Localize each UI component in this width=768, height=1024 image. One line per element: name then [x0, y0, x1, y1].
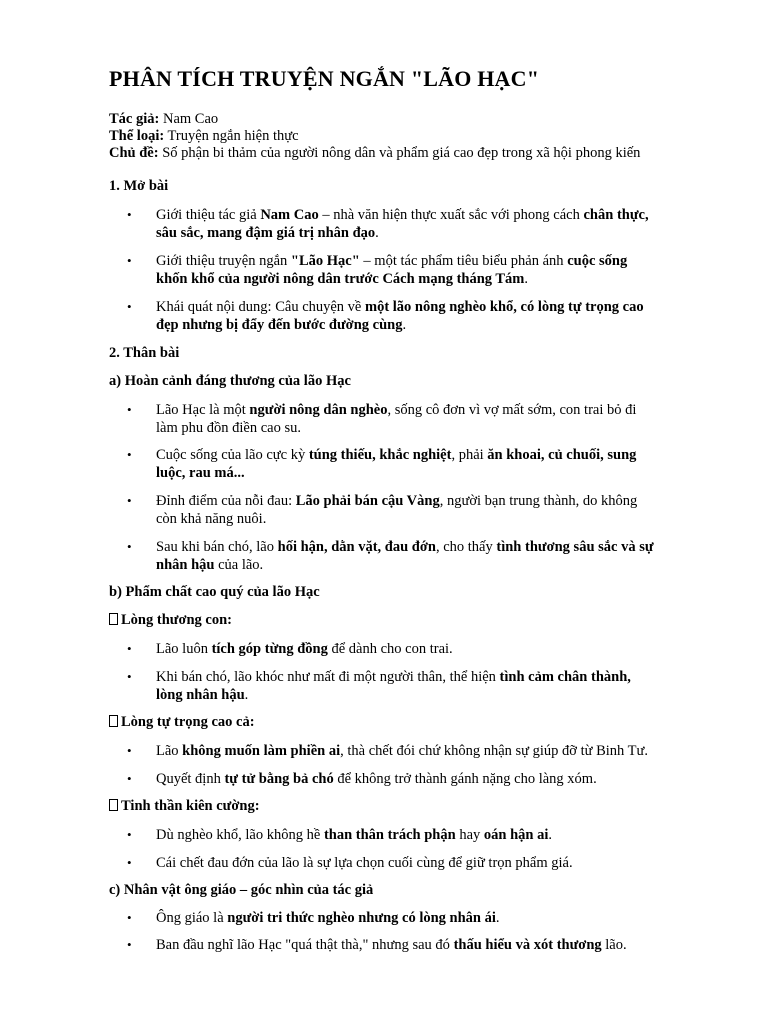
text-run: .	[244, 687, 249, 703]
text-run: Ban đầu nghĩ lão Hạc "quá thật thà," nhưng sau đó	[156, 937, 454, 953]
topic-heading-strength	[109, 798, 260, 815]
bullet-icon: •	[127, 641, 132, 656]
bold-run: tình cảm chân thành,	[499, 669, 631, 685]
missing-glyph-box-icon	[109, 799, 118, 811]
bullet-icon: •	[127, 539, 132, 554]
text-run: , người bạn trung thành, do không	[439, 493, 638, 509]
text-run: để không trở thành gánh nặng cho làng xóm.	[333, 771, 597, 787]
text-run: Sau khi bán chó, lão	[156, 539, 278, 555]
text-run: .	[375, 225, 379, 241]
list-item-text	[156, 446, 691, 482]
topic-heading-pride	[109, 714, 255, 731]
list-item-text	[156, 742, 691, 760]
bold-run: nhân hậu	[156, 557, 215, 573]
text-run: , phải	[451, 447, 488, 463]
list-item-text	[156, 538, 691, 574]
text-run: Lão Hạc là một	[156, 402, 250, 418]
list-item-text	[156, 668, 691, 704]
bold-run: thấu hiểu và xót thương	[453, 937, 602, 953]
bullet-icon: •	[127, 743, 132, 758]
bold-run: lòng nhân hậu	[156, 687, 245, 703]
bold-run: "Lão Hạc"	[290, 253, 360, 269]
page-title: PHÂN TÍCH TRUYỆN NGẮN "LÃO HẠC"	[109, 66, 540, 91]
bold-run: một lão nông nghèo khổ, có lòng tự trọng cao	[365, 299, 644, 315]
text-run: Cuộc sống của lão cực kỳ	[156, 447, 309, 463]
list-item-text	[156, 298, 691, 334]
bullet-icon: •	[127, 771, 132, 786]
text-run: .	[548, 827, 552, 843]
topic-heading-text: Lòng tự trọng cao cả:	[121, 714, 255, 730]
bold-run: đẹp nhưng bị đẩy đến bước đường cùng	[156, 317, 403, 333]
topic-heading-text: Lòng thương con:	[121, 612, 233, 628]
bullet-icon: •	[127, 253, 132, 268]
bold-run: tích góp từng đồng	[211, 641, 328, 657]
list-item-text	[156, 401, 691, 437]
bullet-icon: •	[127, 827, 132, 842]
text-run: Quyết định	[156, 771, 225, 787]
meta-value: Số phận bi thảm của người nông dân và phẩm giá cao đẹp trong xã hội phong kiến	[158, 145, 641, 161]
topic-heading-text: Tinh thần kiên cường:	[121, 798, 260, 814]
meta-value: Nam Cao	[159, 111, 219, 127]
list-item-text	[156, 936, 691, 954]
text-run: Lão	[156, 743, 183, 759]
bold-run: hối hận, dằn vặt, đau đớn	[277, 539, 436, 555]
list-item-text	[156, 252, 691, 288]
section-heading-body: 2. Thân bài	[109, 345, 180, 361]
text-run: làm phu đồn điền cao su.	[156, 420, 301, 436]
bold-run: than thân trách phận	[323, 827, 456, 843]
text-run: – một tác phẩm tiêu biểu phản ánh	[359, 253, 568, 269]
bold-run: Lão phải bán cậu Vàng	[295, 493, 440, 509]
text-run: – nhà văn hiện thực xuất sắc với phong cách	[318, 207, 584, 223]
bold-run: người tri thức nghèo nhưng có lòng nhân ái	[227, 910, 496, 926]
bold-run: túng thiếu, khắc nghiệt	[308, 447, 452, 463]
bullet-icon: •	[127, 402, 132, 417]
bullet-icon: •	[127, 937, 132, 952]
text-run: để dành cho con trai.	[327, 641, 453, 657]
bold-run: người nông dân nghèo	[249, 402, 388, 418]
text-run: , cho thấy	[435, 539, 497, 555]
bold-run: chân thực,	[583, 207, 649, 223]
text-run: .	[495, 910, 500, 926]
text-run: .	[524, 271, 529, 287]
text-run: , sống cô đơn vì vợ mất sớm, con trai bỏ đi	[387, 402, 637, 418]
list-item-text	[156, 206, 691, 242]
bullet-icon: •	[127, 207, 132, 222]
list-item-text	[156, 492, 691, 528]
text-run: Giới thiệu tác giả	[156, 207, 261, 223]
document-meta	[109, 111, 640, 162]
text-run: Đỉnh điểm của nỗi đau:	[156, 493, 296, 509]
bullet-icon: •	[127, 669, 132, 684]
text-run: Lão luôn	[156, 641, 212, 657]
meta-genre	[109, 128, 640, 145]
section-heading-intro: 1. Mở bài	[109, 178, 169, 194]
meta-theme	[109, 145, 640, 162]
bold-run: Nam Cao	[260, 207, 319, 223]
bullet-icon: •	[127, 299, 132, 314]
text-run: Khái quát nội dung: Câu chuyện về	[156, 299, 365, 315]
bold-run: ăn khoai, củ chuối, sung	[487, 447, 637, 463]
list-item-text	[156, 854, 691, 872]
text-run: còn khả năng nuôi.	[156, 511, 267, 527]
text-run: lão.	[601, 937, 627, 953]
subsection-heading-c: c) Nhân vật ông giáo – góc nhìn của tác giả	[109, 882, 374, 898]
bold-run: khốn khổ của người nông dân trước Cách mạng tháng Tám	[156, 271, 525, 287]
subsection-heading-b: b) Phẩm chất cao quý của lão Hạc	[109, 584, 320, 600]
bullet-icon: •	[127, 447, 132, 462]
bold-run: tình thương sâu sắc và sự	[496, 539, 654, 555]
bold-run: luộc, rau má...	[156, 465, 245, 481]
bullet-icon: •	[127, 910, 132, 925]
list-item-text	[156, 770, 691, 788]
bullet-icon: •	[127, 855, 132, 870]
text-run: Cái chết đau đớn của lão là sự lựa chọn cuối cùng để giữ trọn phẩm giá.	[156, 855, 573, 871]
meta-label: Tác giả:	[109, 111, 160, 127]
bold-run: oán hận ai	[483, 827, 549, 843]
meta-label: Chủ đề:	[109, 145, 159, 161]
bold-run: không muốn làm phiền ai	[182, 743, 341, 759]
meta-label: Thể loại:	[109, 128, 165, 144]
text-run: Khi bán chó, lão khóc như mất đi một người thân, thể hiện	[156, 669, 500, 685]
bold-run: sâu sắc, mang đậm giá trị nhân đạo	[156, 225, 376, 241]
list-item-text	[156, 909, 691, 927]
bullet-icon: •	[127, 493, 132, 508]
text-run: của lão.	[214, 557, 264, 573]
text-run: .	[402, 317, 407, 333]
bold-run: tự tử bằng bả chó	[224, 771, 334, 787]
text-run: Giới thiệu truyện ngắn	[156, 253, 291, 269]
text-run: Dù nghèo khổ, lão không hề	[156, 827, 324, 843]
text-run: Ông giáo là	[156, 910, 228, 926]
missing-glyph-box-icon	[109, 613, 118, 625]
list-item-text	[156, 640, 691, 658]
subsection-heading-a: a) Hoàn cảnh đáng thương của lão Hạc	[109, 373, 351, 389]
meta-value: Truyện ngắn hiện thực	[164, 128, 299, 144]
text-run: , thà chết đói chứ không nhận sự giúp đỡ từ Binh Tư.	[340, 743, 648, 759]
bold-run: cuộc sống	[567, 253, 628, 269]
text-run: hay	[455, 827, 484, 843]
list-item-text	[156, 826, 691, 844]
missing-glyph-box-icon	[109, 715, 118, 727]
topic-heading-love	[109, 612, 232, 629]
meta-author	[109, 111, 640, 128]
